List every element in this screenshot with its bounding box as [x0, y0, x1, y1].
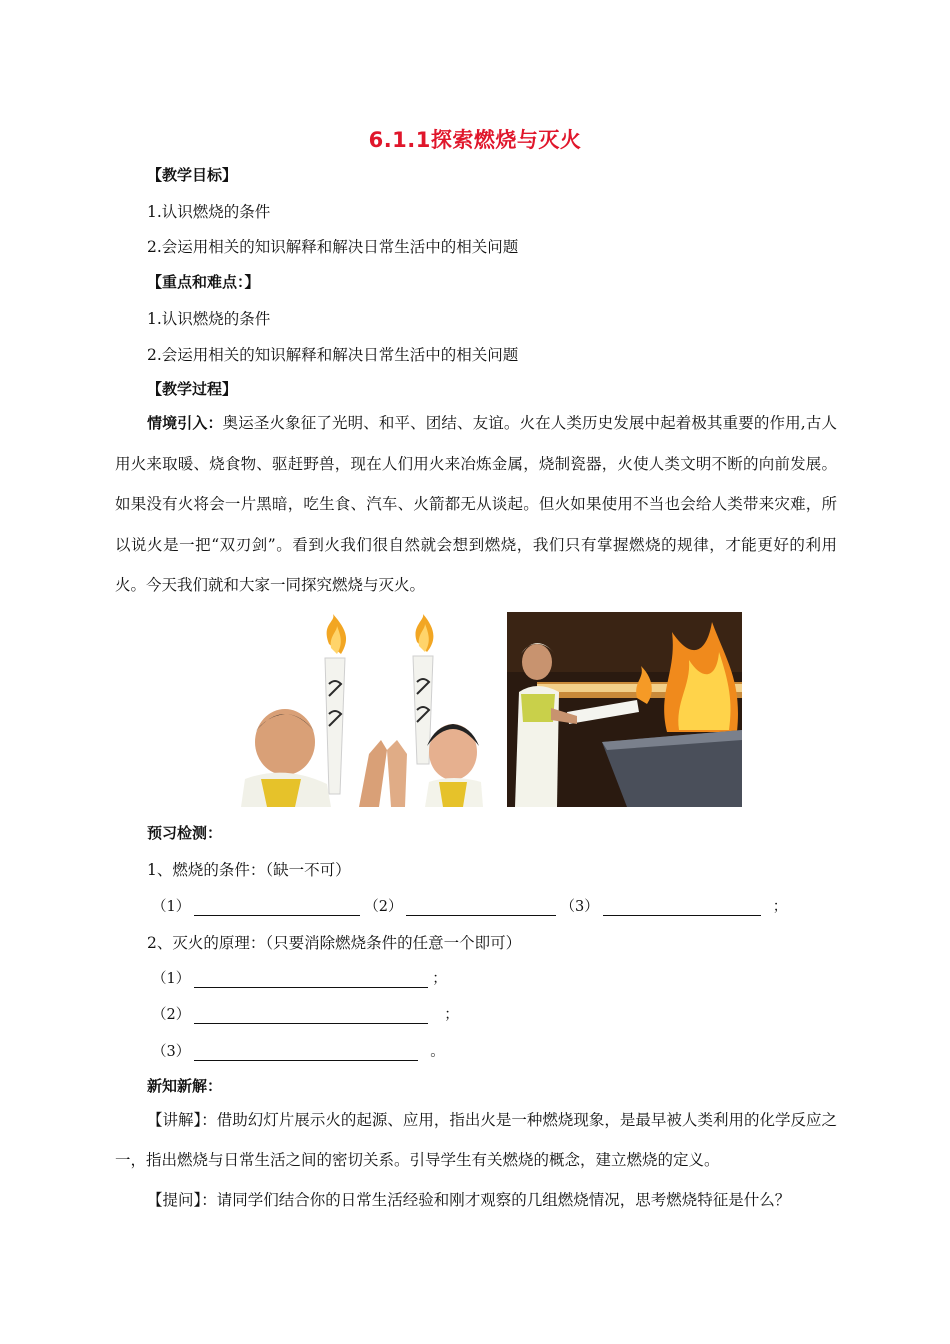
- lecture-text: ：借助幻灯片展示火的起源、应用，指出火是一种燃烧现象，是最早被人类利用的化学反应之一，指出燃烧与日常生活之间的密切关系。引导学生有关燃烧的概念，建立燃烧的定义。: [115, 1111, 837, 1169]
- lecture-paragraph: [115, 1100, 837, 1180]
- answer-blank[interactable]: [194, 1046, 418, 1061]
- row-end-punct: ；: [772, 899, 788, 915]
- preview-heading: 预习检测：: [147, 824, 223, 842]
- extinguish-principle-row: [152, 1040, 445, 1061]
- answer-blank[interactable]: [194, 1009, 428, 1024]
- key-point-item: 1.认识燃烧的条件: [147, 310, 271, 328]
- question-label: 【提问】: [147, 1191, 202, 1209]
- preview-question-2: 2、灭火的原理：（只要消除燃烧条件的任意一个即可）: [147, 934, 522, 952]
- intro-paragraph: [115, 403, 837, 606]
- torchbearers-photo: [241, 614, 483, 807]
- objective-item: 2.会运用相关的知识解释和解决日常生活中的相关问题: [147, 238, 519, 256]
- key-points-heading: 【重点和难点：】: [147, 273, 260, 291]
- cauldron-lighting-photo: [507, 612, 742, 807]
- objective-item: 1.认识燃烧的条件: [147, 203, 271, 221]
- combustion-conditions-row: [152, 895, 787, 916]
- key-point-item: 2.会运用相关的知识解释和解决日常生活中的相关问题: [147, 346, 519, 364]
- lecture-label: 【讲解】: [147, 1111, 202, 1129]
- row-end-punct: 。: [430, 1044, 445, 1060]
- blank-label: （1）: [152, 971, 191, 987]
- extinguish-principle-row: [152, 1003, 459, 1024]
- blank-label: （2）: [152, 1007, 191, 1023]
- row-end-punct: ；: [432, 971, 447, 987]
- question-paragraph: [115, 1180, 837, 1220]
- blank-label: （3）: [560, 899, 599, 915]
- extinguish-principle-row: [152, 967, 447, 988]
- blank-label: （2）: [364, 899, 403, 915]
- answer-blank[interactable]: [194, 901, 360, 916]
- blank-label: （1）: [152, 899, 191, 915]
- blank-label: （3）: [152, 1044, 191, 1060]
- objectives-heading: 【教学目标】: [147, 166, 238, 184]
- process-heading: 【教学过程】: [147, 380, 238, 398]
- answer-blank[interactable]: [603, 901, 761, 916]
- answer-blank[interactable]: [194, 973, 428, 988]
- page-title: 6.1.1探索燃烧与灭火: [368, 128, 582, 152]
- question-text: ：请同学们结合你的日常生活经验和刚才观察的几组燃烧情况，思考燃烧特征是什么？: [201, 1191, 791, 1209]
- intro-label: 情境引入：: [147, 414, 223, 432]
- row-end-punct: ；: [444, 1007, 459, 1023]
- new-knowledge-heading: 新知新解：: [147, 1077, 223, 1095]
- preview-question-1: 1、燃烧的条件：（缺一不可）: [147, 861, 351, 879]
- answer-blank[interactable]: [406, 901, 556, 916]
- intro-text: 奥运圣火象征了光明、和平、团结、友谊。火在人类历史发展中起着极其重要的作用,古人用火来取暖、烧食物、驱赶野兽，现在人们用火来冶炼金属，烧制瓷器，火使人类文明不断的向前发展。如果没有火将会一片黑暗，吃生食、汽车、火箭都无从谈起。但火如果使用不当也会给人类带来灾难，所以说火是一把“双刃剑”。看到火我们很自然就会想到燃烧，我们只有掌握燃烧的规律，才能更好的利用火。今天我们就和大家一同探究燃烧与灭火。: [115, 414, 837, 594]
